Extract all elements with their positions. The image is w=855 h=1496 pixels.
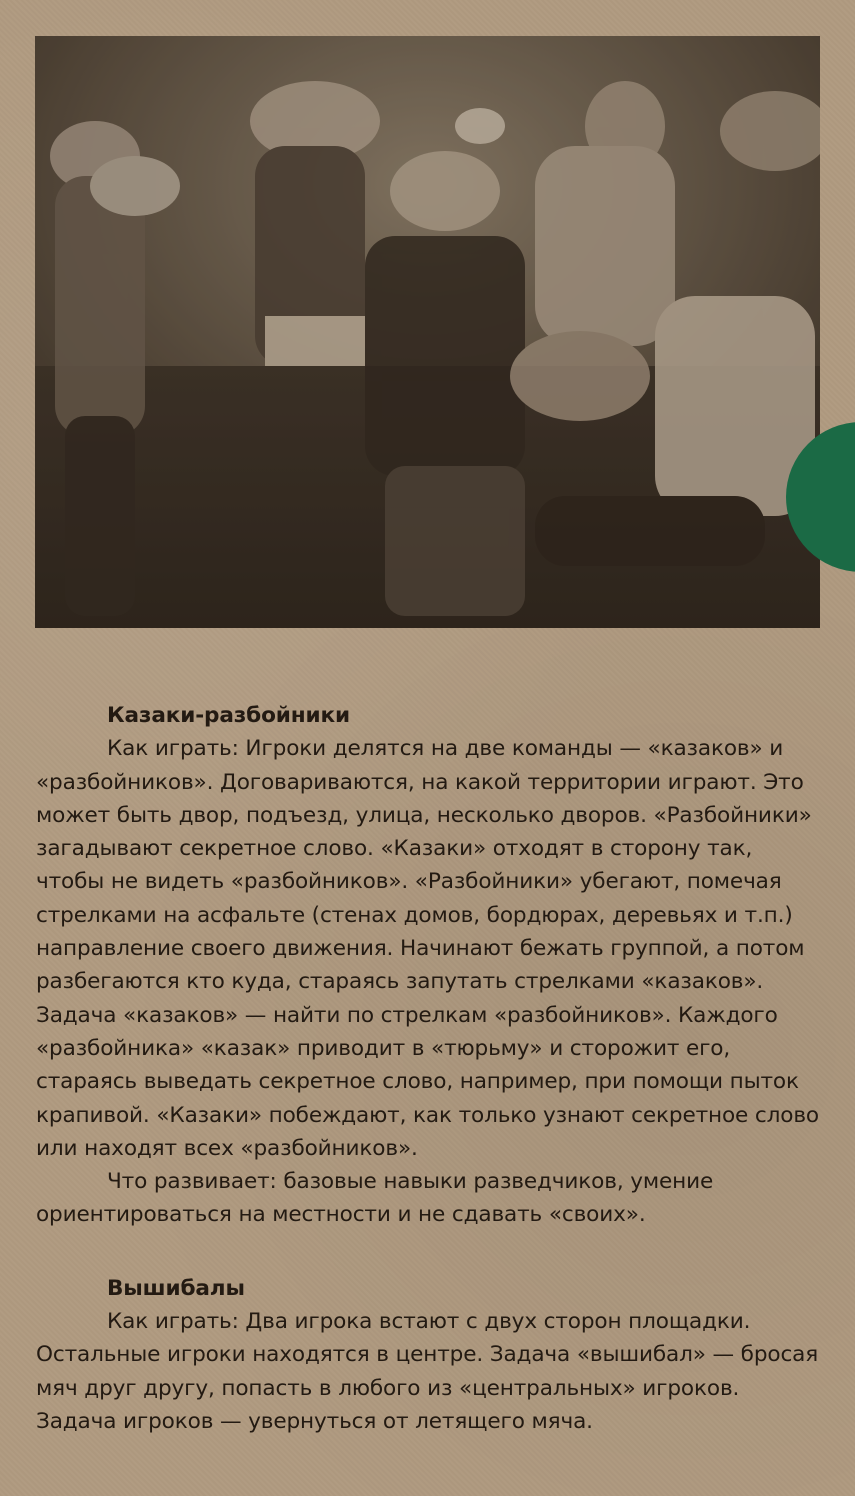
how-to-play-paragraph: Как играть: Два игрока встают с двух сторон площадки. Остальные игроки находятся в центре. Задача «вышибал» — бросая мяч друг другу, попасть в любого из «центральных» игроков. Задача игроков — увернуться от летящего мяча. <box>36 1309 819 1434</box>
section-dodgeball <box>36 1272 826 1438</box>
how-to-play-paragraph: Как играть: Игроки делятся на две команды — «казаков» и «разбойников». Договариваются, на какой территории играют. Это может быть двор, подъезд, улица, несколько дворов. «Разбойники» загадывают секретное слово. «Казаки» отходят в сторону так, чтобы не видеть «разбойников». «Разбойники» убегают, помечая стрелками на асфальте (стенах домов, бордюрах, деревьях и т.п.) направление своего движения. Начинают бежать группой, а потом разбегаются кто куда, стараясь запутать стрелками «казаков». Задача «казаков» — найти по стрелкам «разбойников». Каждого «разбойника» «казак» приводит в «тюрьму» и сторожит его, стараясь выведать секретное слово, например, при помощи пыток крапивой. «Казаки» побеждают, как только узнают секретное слово или находят всех «разбойников». <box>36 736 819 1161</box>
children-playing-photo <box>35 36 820 628</box>
article <box>36 699 826 1438</box>
section-title: Казаки-разбойники <box>107 703 350 728</box>
what-develops-paragraph: Что развивает: базовые навыки разведчиков, умение ориентироваться на местности и не сдавать «своих». <box>36 1169 714 1228</box>
section-title: Вышибалы <box>107 1275 245 1301</box>
section-cossacks <box>36 699 826 1232</box>
section-spacer <box>36 1232 826 1272</box>
photo <box>35 36 820 628</box>
